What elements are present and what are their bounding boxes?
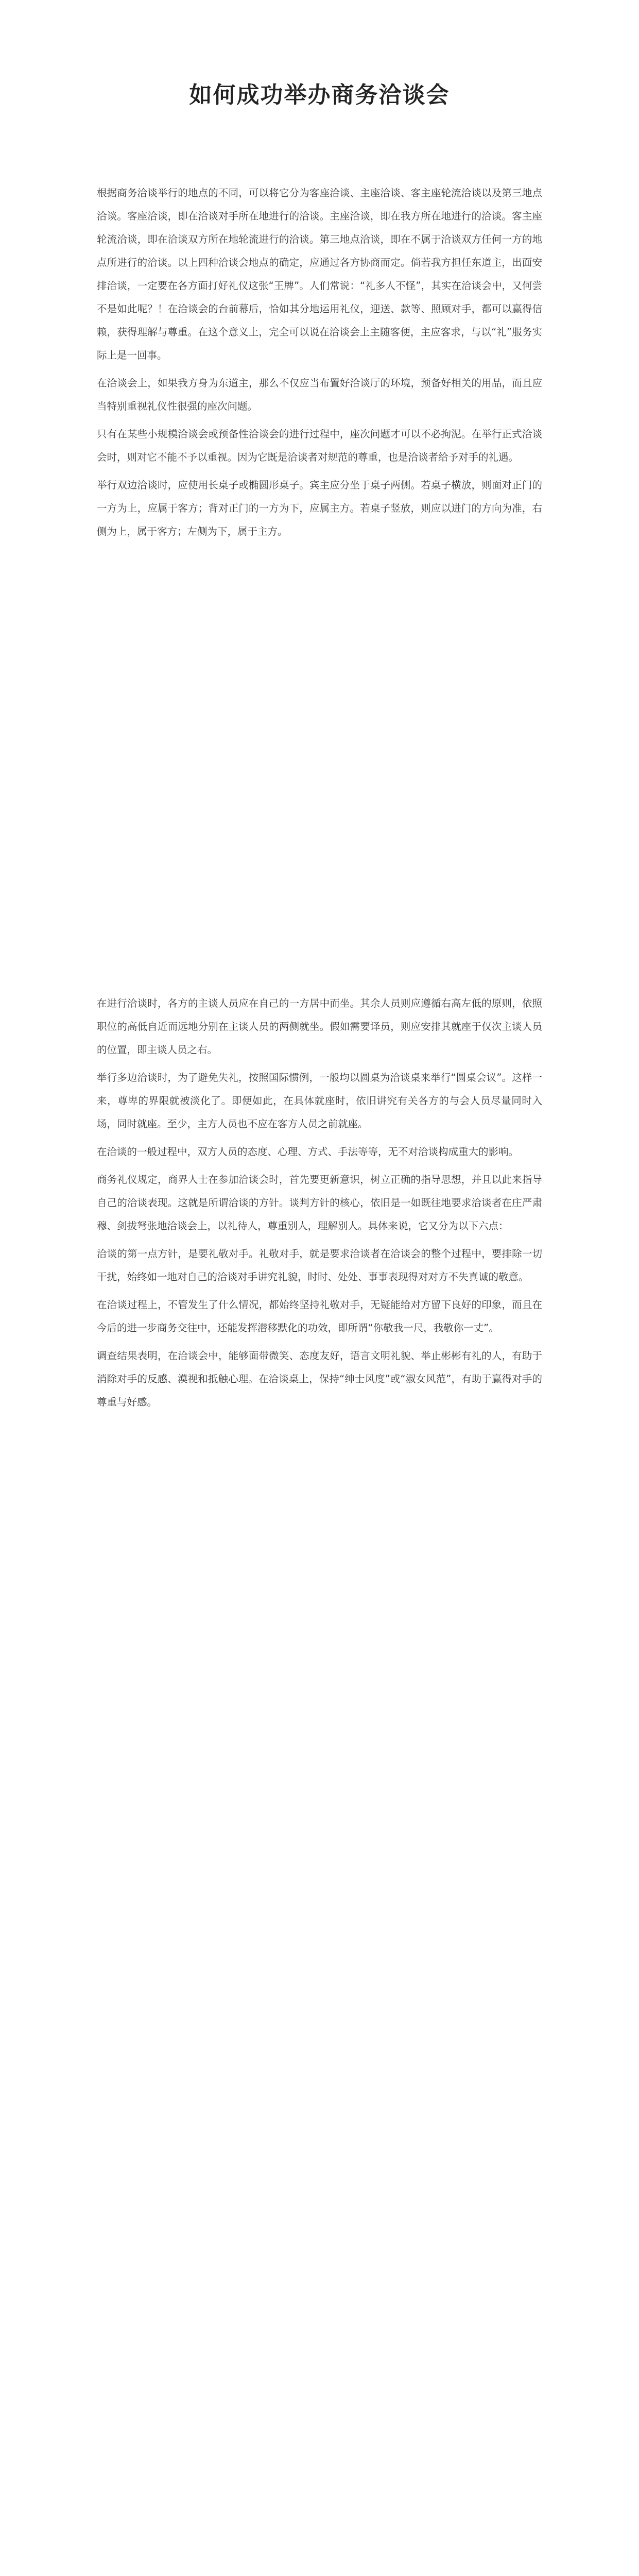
paragraph: 举行多边洽谈时，为了避免失礼，按照国际惯例，一般均以圆桌为洽谈桌来举行“圆桌会议”。这样一来，尊卑的界限就被淡化了。即便如此，在具体就座时，依旧讲究有关各方的与会人员尽量同时入场，同时就座。至少，主方人员也不应在客方人员之前就座。 bbox=[97, 1072, 542, 1130]
paragraph: 根据商务洽谈举行的地点的不同，可以将它分为客座洽谈、主座洽谈、客主座轮流洽谈以及第三地点洽谈。客座洽谈，即在洽谈对手所在地进行的洽谈。主座洽谈，即在我方所在地进行的洽谈。客主座轮流洽谈，即在洽谈双方所在地轮流进行的洽谈。第三地点洽谈，即在不属于洽谈双方任何一方的地点所进行的洽谈。以上四种洽谈会地点的确定，应通过各方协商而定。倘若我方担任东道主，出面安排洽谈，一定要在各方面打好礼仪这张“王牌”。人们常说：“礼多人不怪”，其实在洽谈会中，又何尝不是如此呢？！在洽谈会的台前幕后，恰如其分地运用礼仪，迎送、款等、照顾对手，都可以赢得信赖，获得理解与尊重。在这个意义上，完全可以说在洽谈会上主随客便，主应客求，与以“礼”服务实际上是一回事。 bbox=[97, 187, 542, 361]
body-section-bottom bbox=[97, 992, 542, 1418]
paragraph: 在进行洽谈时，各方的主谈人员应在自己的一方居中而坐。其余人员则应遵循右高左低的原则，依照职位的高低自近而远地分别在主谈人员的两侧就坐。假如需要译员，则应安排其就座于仅次主谈人员的位置，即主谈人员之右。 bbox=[97, 997, 542, 1056]
paragraph: 调查结果表明，在洽谈会中，能够面带微笑、态度友好，语言文明礼貌、举止彬彬有礼的人，有助于消除对手的反感、漠视和抵触心理。在洽谈桌上，保持“绅士风度”或“淑女风范”，有助于赢得对手的尊重与好感。 bbox=[97, 1350, 542, 1408]
paragraph: 商务礼仪规定，商界人士在参加洽谈会时，首先要更新意识，树立正确的指导思想，并且以此来指导自己的洽谈表现。这就是所谓洽谈的方针。谈判方针的核心，依旧是一如既往地要求洽谈者在庄严肃穆、剑拔弩张地洽谈会上，以礼待人，尊重别人，理解别人。具体来说，它又分为以下六点： bbox=[97, 1174, 542, 1232]
paragraph: 只有在某些小规模洽谈会或预备性洽谈会的进行过程中，座次问题才可以不必拘泥。在举行正式洽谈会时，则对它不能不予以重视。因为它既是洽谈者对规范的尊重，也是洽谈者给予对手的礼遇。 bbox=[97, 428, 542, 463]
document-title: 如何成功举办商务洽谈会 bbox=[189, 82, 450, 108]
paragraph: 在洽谈过程上，不管发生了什么情况，都始终坚持礼敬对手，无疑能给对方留下良好的印象，而且在今后的进一步商务交往中，还能发挥潜移默化的功效，即所谓“你敬我一尺，我敬你一丈”。 bbox=[97, 1299, 542, 1334]
paragraph: 在洽谈的一般过程中，双方人员的态度、心理、方式、手法等等，无不对洽谈构成重大的影响。 bbox=[97, 1146, 519, 1158]
paragraph: 举行双边洽谈时，应使用长桌子或椭圆形桌子。宾主应分坐于桌子两侧。若桌子横放，则面对正门的一方为上，应属于客方；背对正门的一方为下，应属主方。若桌子竖放，则应以进门的方向为准，右侧为上，属于客方；左侧为下，属于主方。 bbox=[97, 479, 542, 537]
paragraph: 在洽谈会上，如果我方身为东道主，那么不仅应当布置好洽谈厅的环境，预备好相关的用品，而且应当特别重视礼仪性很强的座次问题。 bbox=[97, 377, 542, 412]
paragraph: 洽谈的第一点方针，是要礼敬对手。礼敬对手，就是要求洽谈者在洽谈会的整个过程中，要排除一切干扰，始终如一地对自己的洽谈对手讲究礼貌，时时、处处、事事表现得对对方不失真诚的敬意。 bbox=[97, 1248, 542, 1283]
body-section-top bbox=[97, 181, 542, 548]
